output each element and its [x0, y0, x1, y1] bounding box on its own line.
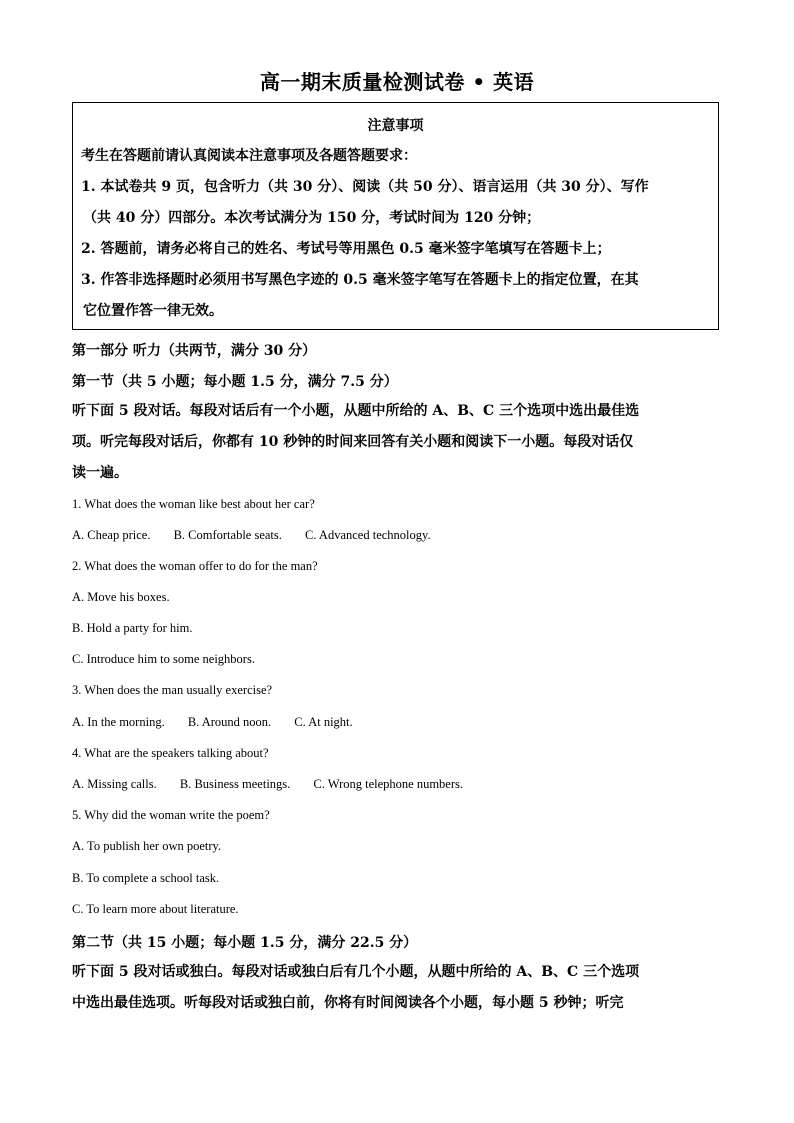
question-stem-5: 5. Why did the woman write the poem? — [72, 808, 270, 822]
instruction-line: 听下面 5 段对话或独白。每段对话或独白后有几个小题，从题中所给的 A、B、C 三个选项 — [72, 964, 640, 980]
section1-instructions — [72, 396, 722, 489]
option-c: C. Advanced technology. — [305, 528, 431, 542]
section2-instructions — [72, 957, 722, 1019]
option-a: A. Move his boxes. — [72, 590, 170, 604]
notice-line: 1. 本试卷共 9 页，包含听力（共 30 分）、阅读（共 50 分）、语言运用（共 30 分）、写作 — [81, 179, 649, 195]
question-stem-1: 1. What does the woman like best about her car? — [72, 497, 315, 511]
option-b: B. Business meetings. — [179, 777, 291, 791]
option-c: C. Wrong telephone numbers. — [313, 777, 463, 791]
option-b: B. Hold a party for him. — [72, 621, 193, 635]
option-b: B. To complete a school task. — [72, 871, 220, 885]
notice-line: 考生在答题前请认真阅读本注意事项及各题答题要求： — [81, 148, 417, 164]
page-title: 高一期末质量检测试卷 • 英语 — [259, 70, 535, 94]
instruction-line: 听下面 5 段对话。每段对话后有一个小题，从题中所给的 A、B、C 三个选项中选出最佳选 — [72, 403, 640, 419]
instruction-line: 中选出最佳选项。听每段对话或独白前，你将有时间阅读各个小题，每小题 5 秒钟；听完 — [72, 995, 624, 1011]
instruction-line: 项。听完每段对话后，你都有 10 秒钟的时间来回答有关小题和阅读下一小题。每段对话仅 — [72, 434, 634, 450]
notice-box — [72, 102, 719, 330]
notice-line: （共 40 分）四部分。本次考试满分为 150 分，考试时间为 120 分钟； — [83, 210, 541, 226]
option-a: A. Missing calls. — [72, 777, 157, 791]
question-stem-4: 4. What are the speakers talking about? — [72, 746, 269, 760]
question-options-3 — [72, 715, 373, 730]
section2-heading: 第二节（共 15 小题；每小题 1.5 分，满分 22.5 分） — [72, 935, 418, 951]
part1-heading: 第一部分 听力（共两节，满分 30 分） — [72, 343, 317, 359]
option-c: C. To learn more about literature. — [72, 902, 239, 916]
option-c: C. Introduce him to some neighbors. — [72, 652, 255, 666]
option-c: C. At night. — [294, 715, 353, 729]
option-a: A. In the morning. — [72, 715, 165, 729]
notice-line: 2. 答题前，请务必将自己的姓名、考试号等用黑色 0.5 毫米签字笔填写在答题卡上； — [81, 241, 611, 257]
question-options-4 — [72, 777, 483, 792]
question-options-1 — [72, 528, 451, 543]
option-b: B. Comfortable seats. — [173, 528, 282, 542]
option-a: A. To publish her own poetry. — [72, 839, 222, 853]
notice-heading: 注意事项 — [367, 118, 424, 134]
question-stem-3: 3. When does the man usually exercise? — [72, 683, 273, 697]
option-a: A. Cheap price. — [72, 528, 151, 542]
question-stem-2: 2. What does the woman offer to do for the man? — [72, 559, 318, 573]
section1-heading: 第一节（共 5 小题；每小题 1.5 分，满分 7.5 分） — [72, 374, 398, 390]
instruction-line: 读一遍。 — [72, 465, 128, 481]
notice-line: 3. 作答非选择题时必须用书写黑色字迹的 0.5 毫米签字笔写在答题卡上的指定位置，在其 — [81, 272, 639, 288]
notice-line: 它位置作答一律无效。 — [83, 303, 223, 319]
option-b: B. Around noon. — [187, 715, 272, 729]
